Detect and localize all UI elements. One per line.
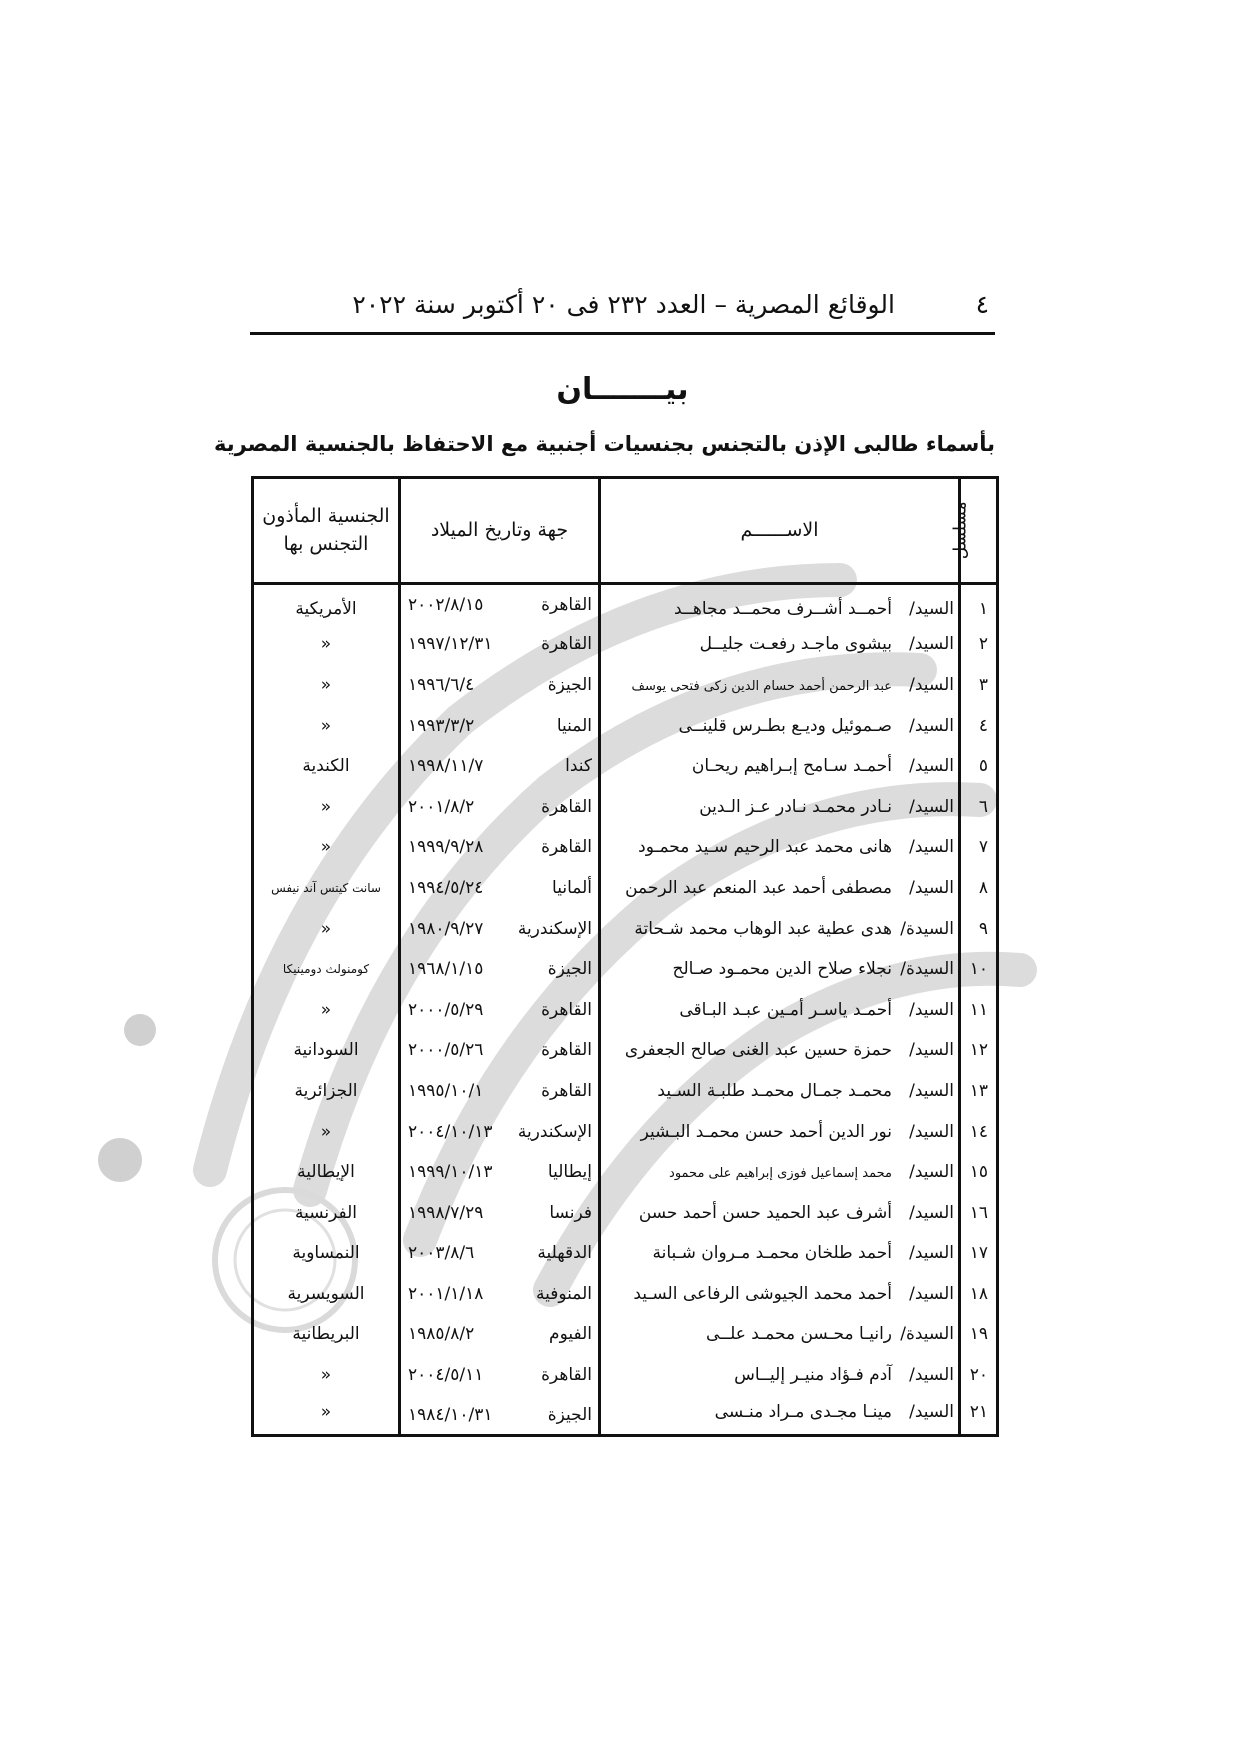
table-row xyxy=(253,1071,998,1112)
table-row xyxy=(253,949,998,990)
row-serial: ١٩ xyxy=(960,1314,998,1355)
row-birth-date: ٢٠٠٣/٨/٦ xyxy=(408,1243,475,1264)
row-birth-place: القاهرة xyxy=(541,1365,592,1386)
row-birth-date: ٢٠٠٤/٥/١١ xyxy=(408,1365,484,1386)
row-nationality: « xyxy=(253,1111,400,1152)
row-birth-date: ١٩٨٤/١٠/٣١ xyxy=(408,1404,493,1425)
row-birth-cell xyxy=(400,1314,600,1355)
table-row xyxy=(253,827,998,868)
row-honorific: السيد/ xyxy=(909,634,954,655)
row-birth-cell xyxy=(400,1152,600,1193)
row-birth-place: ألمانيا xyxy=(552,877,592,898)
row-serial: ٤ xyxy=(960,705,998,746)
row-serial: ٨ xyxy=(960,868,998,909)
row-name: نجلاء صلاح الدين محمـود صـالح xyxy=(672,959,892,980)
row-name-cell xyxy=(600,1071,960,1112)
row-birth-date: ٢٠٠١/١/١٨ xyxy=(408,1283,484,1304)
row-birth-cell xyxy=(400,1233,600,1274)
gazette-issue-line: الوقائع المصرية – العدد ٢٣٢ فى ٢٠ أكتوبر سنة ٢٠٢٢ xyxy=(352,290,895,319)
row-name: هانى محمد عبد الرحيم سـيد محمـود xyxy=(638,837,892,858)
row-name-cell xyxy=(600,908,960,949)
row-birth-place: القاهرة xyxy=(541,1040,592,1061)
table-row xyxy=(253,868,998,909)
row-name: أحمد طلخان محمـد مـروان شـبانة xyxy=(652,1243,892,1264)
header-birth: جهة وتاريخ الميلاد xyxy=(400,478,600,584)
row-birth-place: المنيا xyxy=(556,715,592,736)
row-name-cell xyxy=(600,786,960,827)
row-birth-date: ١٩٩٣/٣/٢ xyxy=(408,715,475,736)
row-nationality: « xyxy=(253,665,400,706)
row-honorific: السيد/ xyxy=(909,1040,954,1061)
row-serial: ٦ xyxy=(960,786,998,827)
row-honorific: السيد/ xyxy=(909,1202,954,1223)
row-serial: ١٨ xyxy=(960,1274,998,1315)
row-name-cell xyxy=(600,868,960,909)
page-number: ٤ xyxy=(975,290,989,319)
row-name-cell xyxy=(600,584,960,625)
row-birth-cell xyxy=(400,705,600,746)
table-row xyxy=(253,1274,998,1315)
row-birth-place: فرنسا xyxy=(549,1202,592,1223)
row-serial: ١٦ xyxy=(960,1192,998,1233)
row-honorific: السيدة/ xyxy=(900,918,954,939)
table-row xyxy=(253,705,998,746)
row-birth-cell xyxy=(400,868,600,909)
row-name: محمـد جمـال محمـد طلبـة السـيد xyxy=(657,1080,892,1101)
applicants-table xyxy=(251,476,999,1437)
row-nationality: « xyxy=(253,989,400,1030)
row-nationality: سانت كيتس آند نيفس xyxy=(253,868,400,909)
row-birth-cell xyxy=(400,949,600,990)
row-name-cell xyxy=(600,1111,960,1152)
row-serial: ٧ xyxy=(960,827,998,868)
row-serial: ١ xyxy=(960,584,998,625)
row-nationality: السويسرية xyxy=(253,1274,400,1315)
row-nationality: النمساوية xyxy=(253,1233,400,1274)
row-birth-place: القاهرة xyxy=(541,796,592,817)
row-honorific: السيد/ xyxy=(909,1080,954,1101)
row-birth-cell xyxy=(400,908,600,949)
row-birth-cell xyxy=(400,1192,600,1233)
table-row xyxy=(253,1395,998,1436)
row-name: صـموئيل وديـع بطـرس قلينــى xyxy=(678,715,892,736)
row-honorific: السيد/ xyxy=(909,715,954,736)
row-birth-place: الدقهلية xyxy=(537,1243,592,1264)
header-serial: مسلسل xyxy=(960,478,998,584)
row-birth-date: ٢٠٠١/٨/٢ xyxy=(408,796,475,817)
row-birth-date: ١٩٩٥/١٠/١ xyxy=(408,1080,484,1101)
row-honorific: السيد/ xyxy=(909,598,954,619)
row-birth-date: ٢٠٠٠/٥/٢٩ xyxy=(408,999,484,1020)
row-honorific: السيد/ xyxy=(909,999,954,1020)
row-birth-place: الجيزة xyxy=(547,674,592,695)
row-serial: ٢ xyxy=(960,624,998,665)
row-birth-date: ١٩٩٤/٥/٢٤ xyxy=(408,877,484,898)
header-name: الاســــــم xyxy=(600,478,960,584)
table-body xyxy=(253,584,998,1436)
row-name: رانيـا محـسن محمـد علــى xyxy=(705,1324,892,1345)
row-name-cell xyxy=(600,1274,960,1315)
row-honorific: السيد/ xyxy=(909,756,954,777)
table-row xyxy=(253,665,998,706)
row-birth-place: الجيزة xyxy=(547,1404,592,1425)
row-name: أحمـد سـامح إبـراهيم ريحـان xyxy=(691,756,892,777)
row-name: مينـا مجـدى مـراد منـسى xyxy=(714,1401,892,1422)
row-birth-place: المنوفية xyxy=(535,1283,592,1304)
table-row xyxy=(253,746,998,787)
row-nationality: الأمريكية xyxy=(253,584,400,625)
row-name: نـادر محمـد نـادر عـز الـدين xyxy=(699,796,892,817)
table-row xyxy=(253,1233,998,1274)
row-birth-cell xyxy=(400,1030,600,1071)
row-nationality: « xyxy=(253,624,400,665)
row-honorific: السيد/ xyxy=(909,877,954,898)
row-nationality: « xyxy=(253,1395,400,1436)
row-name-cell xyxy=(600,1355,960,1396)
row-nationality: البريطانية xyxy=(253,1314,400,1355)
row-name: آدم فـؤاد منيـر إليــاس xyxy=(734,1365,892,1386)
row-name: هدى عطية عبد الوهاب محمد شـحاتة xyxy=(634,918,892,939)
row-birth-place: الإسكندرية xyxy=(517,918,592,939)
table-row xyxy=(253,1314,998,1355)
row-birth-cell xyxy=(400,989,600,1030)
row-honorific: السيد/ xyxy=(909,1365,954,1386)
row-birth-date: ١٩٩٩/١٠/١٣ xyxy=(408,1162,493,1183)
row-birth-date: ١٩٩٦/٦/٤ xyxy=(408,674,475,695)
row-name: أحمــد أشــرف محمــد مجاهــد xyxy=(674,598,892,619)
row-name-cell xyxy=(600,989,960,1030)
row-serial: ٩ xyxy=(960,908,998,949)
row-birth-cell xyxy=(400,827,600,868)
header-nationality: الجنسية المأذون التجنس بها xyxy=(253,478,400,584)
row-serial: ١٧ xyxy=(960,1233,998,1274)
row-name-cell xyxy=(600,949,960,990)
row-birth-cell xyxy=(400,1395,600,1436)
row-birth-date: ٢٠٠٤/١٠/١٣ xyxy=(408,1121,493,1142)
row-birth-cell xyxy=(400,624,600,665)
row-honorific: السيدة/ xyxy=(900,1324,954,1345)
row-nationality: الجزائرية xyxy=(253,1071,400,1112)
row-serial: ٢١ xyxy=(960,1395,998,1436)
row-nationality: الكندية xyxy=(253,746,400,787)
row-name-cell xyxy=(600,1233,960,1274)
document-title: بيـــــــان xyxy=(556,372,689,407)
row-birth-date: ١٩٨٠/٩/٢٧ xyxy=(408,918,484,939)
row-birth-place: الإسكندرية xyxy=(517,1121,592,1142)
row-birth-place: القاهرة xyxy=(541,594,592,615)
row-birth-place: الفيوم xyxy=(549,1324,592,1345)
row-nationality: « xyxy=(253,827,400,868)
table-row xyxy=(253,1192,998,1233)
row-nationality: الفرنسية xyxy=(253,1192,400,1233)
row-name: محمد إسماعيل فوزى إبراهيم على محمود xyxy=(669,1166,892,1182)
row-birth-date: ١٩٦٨/١/١٥ xyxy=(408,959,484,980)
row-birth-place: القاهرة xyxy=(541,1080,592,1101)
row-name-cell xyxy=(600,1192,960,1233)
row-name: أحمد محمد الجيوشى الرفاعى السـيد xyxy=(633,1283,892,1304)
row-honorific: السيد/ xyxy=(909,1243,954,1264)
row-honorific: السيد/ xyxy=(909,1162,954,1183)
row-birth-place: القاهرة xyxy=(541,837,592,858)
row-nationality: الإيطالية xyxy=(253,1152,400,1193)
row-birth-cell xyxy=(400,786,600,827)
row-name: أشرف عبد الحميد حسن أحمد حسن xyxy=(638,1202,892,1223)
row-birth-place: الجيزة xyxy=(547,959,592,980)
row-name-cell xyxy=(600,1030,960,1071)
row-honorific: السيد/ xyxy=(909,1401,954,1422)
row-name-cell xyxy=(600,827,960,868)
row-name-cell xyxy=(600,705,960,746)
row-birth-place: القاهرة xyxy=(541,634,592,655)
row-nationality: « xyxy=(253,1355,400,1396)
row-birth-date: ١٩٩٧/١٢/٣١ xyxy=(408,634,493,655)
row-serial: ٣ xyxy=(960,665,998,706)
row-name: حمزة حسين عبد الغنى صالح الجعفرى xyxy=(624,1040,892,1061)
row-serial: ١٥ xyxy=(960,1152,998,1193)
row-serial: ٢٠ xyxy=(960,1355,998,1396)
row-serial: ١٤ xyxy=(960,1111,998,1152)
table-row xyxy=(253,1030,998,1071)
row-name-cell xyxy=(600,1395,960,1436)
row-birth-date: ١٩٩٨/١١/٧ xyxy=(408,756,484,777)
row-serial: ١١ xyxy=(960,989,998,1030)
row-name-cell xyxy=(600,1314,960,1355)
row-birth-date: ١٩٩٨/٧/٢٩ xyxy=(408,1202,484,1223)
row-name: أحمـد ياسـر أمـين عبـد البـاقى xyxy=(679,999,892,1020)
row-honorific: السيد/ xyxy=(909,1121,954,1142)
row-name-cell xyxy=(600,624,960,665)
table-header-row xyxy=(253,478,998,584)
row-honorific: السيد/ xyxy=(909,1283,954,1304)
row-name-cell xyxy=(600,665,960,706)
row-nationality: « xyxy=(253,908,400,949)
row-birth-cell xyxy=(400,584,600,625)
table-row xyxy=(253,584,998,625)
page-header xyxy=(250,282,995,335)
row-birth-cell xyxy=(400,1274,600,1315)
row-birth-place: القاهرة xyxy=(541,999,592,1020)
row-name: بيشوى ماجـد رفعـت جليــل xyxy=(699,634,892,655)
table-row xyxy=(253,908,998,949)
table-row xyxy=(253,989,998,1030)
row-birth-date: ١٩٨٥/٨/٢ xyxy=(408,1324,475,1345)
row-birth-place: كندا xyxy=(565,756,592,777)
table-row xyxy=(253,1152,998,1193)
row-name-cell xyxy=(600,1152,960,1193)
row-name: نور الدين أحمد حسن محمـد البـشير xyxy=(640,1121,892,1142)
row-serial: ٥ xyxy=(960,746,998,787)
row-name-cell xyxy=(600,746,960,787)
row-honorific: السيد/ xyxy=(909,796,954,817)
row-honorific: السيد/ xyxy=(909,837,954,858)
row-birth-cell xyxy=(400,1355,600,1396)
row-honorific: السيدة/ xyxy=(900,959,954,980)
table-row xyxy=(253,786,998,827)
row-serial: ١٣ xyxy=(960,1071,998,1112)
row-birth-date: ١٩٩٩/٩/٢٨ xyxy=(408,837,484,858)
row-birth-date: ٢٠٠٢/٨/١٥ xyxy=(408,594,484,615)
row-birth-cell xyxy=(400,665,600,706)
row-name: عبد الرحمن أحمد حسام الدين زكى فتحى يوسف xyxy=(631,678,892,694)
row-nationality: « xyxy=(253,705,400,746)
table-row xyxy=(253,1355,998,1396)
row-birth-place: إيطاليا xyxy=(547,1162,592,1183)
row-nationality: كومنولث دومينيكا xyxy=(253,949,400,990)
row-birth-cell xyxy=(400,746,600,787)
row-honorific: السيد/ xyxy=(909,674,954,695)
row-name: مصطفى أحمد عبد المنعم عبد الرحمن xyxy=(625,877,892,898)
row-serial: ١٢ xyxy=(960,1030,998,1071)
row-birth-cell xyxy=(400,1071,600,1112)
document-subtitle: بأسماء طالبى الإذن بالتجنس بجنسيات أجنبية مع الاحتفاظ بالجنسية المصرية xyxy=(213,432,995,456)
table-row xyxy=(253,1111,998,1152)
row-serial: ١٠ xyxy=(960,949,998,990)
row-birth-date: ٢٠٠٠/٥/٢٦ xyxy=(408,1040,484,1061)
row-nationality: « xyxy=(253,786,400,827)
row-nationality: السودانية xyxy=(253,1030,400,1071)
table-row xyxy=(253,624,998,665)
row-birth-cell xyxy=(400,1111,600,1152)
